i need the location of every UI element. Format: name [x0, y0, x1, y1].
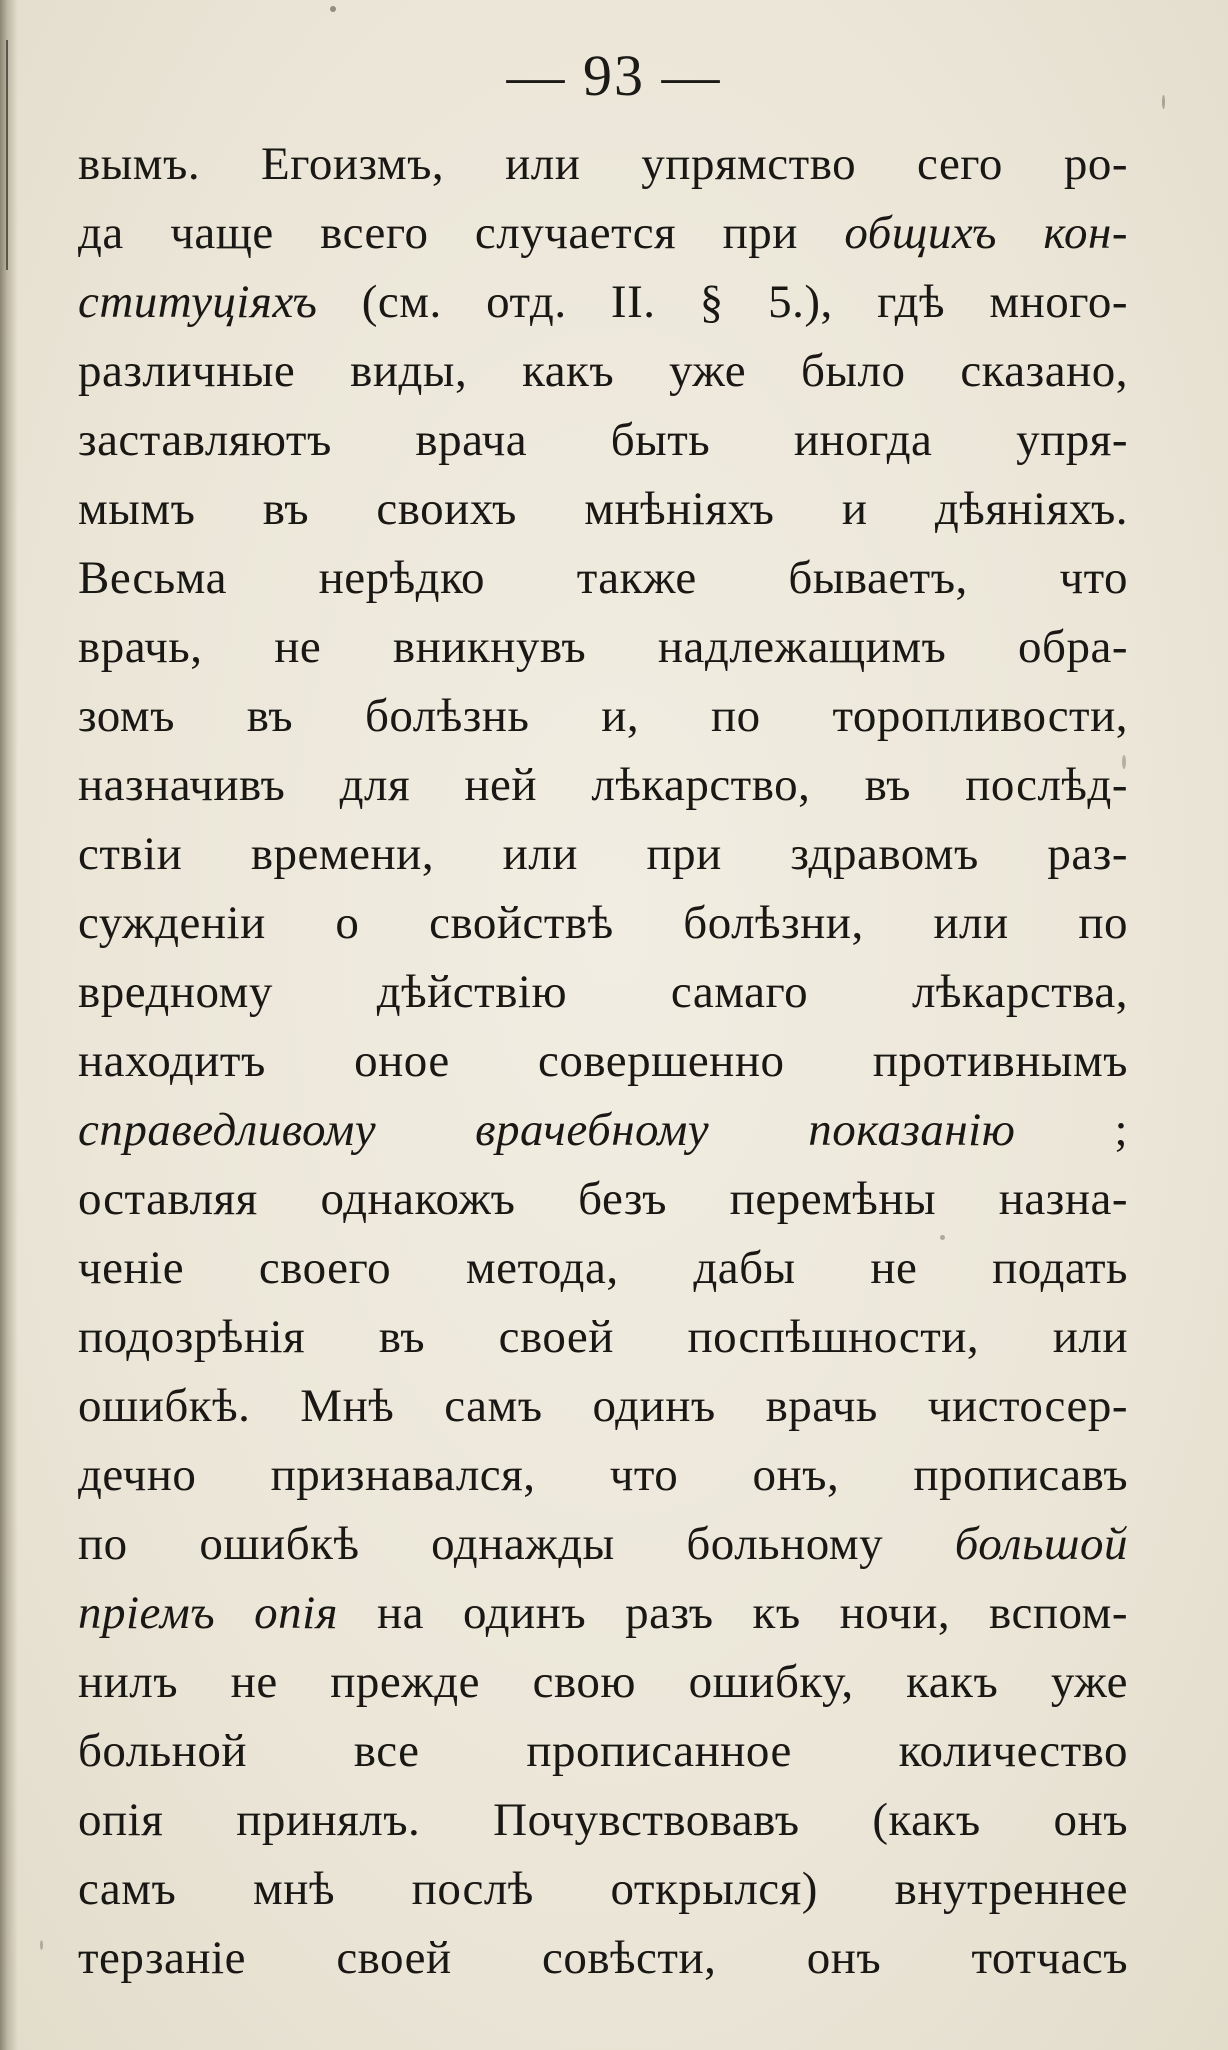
ink-speck	[330, 6, 336, 12]
text-line	[78, 1510, 1128, 1579]
text-run: терзаніе своей совѣсти, онъ тотчасъ	[78, 1932, 1128, 1984]
italic-text: большой	[954, 1518, 1128, 1570]
text-run: мымъ въ своихъ мнѣніяхъ и дѣяніяхъ.	[78, 483, 1128, 535]
text-line	[78, 1579, 1128, 1648]
text-run: подозрѣнія въ своей поспѣшности, или	[78, 1311, 1128, 1363]
text-line	[78, 1372, 1128, 1441]
text-line	[78, 1234, 1128, 1303]
italic-text: пріемъ опія	[78, 1587, 339, 1639]
italic-text: общихъ кон-	[844, 207, 1128, 259]
text-line	[78, 682, 1128, 751]
text-line	[78, 475, 1128, 544]
text-run: сужденіи о свойствѣ болѣзни, или по	[78, 897, 1128, 949]
text-line	[78, 544, 1128, 613]
binding-shadow	[0, 0, 18, 2050]
text-run: зомъ въ болѣзнь и, по торопливости,	[78, 690, 1128, 742]
text-line	[78, 1027, 1128, 1096]
text-line	[78, 820, 1128, 889]
text-line	[78, 1648, 1128, 1717]
text-run: опія принялъ. Почувствовавъ (какъ онъ	[78, 1794, 1128, 1846]
text-line	[78, 613, 1128, 682]
text-run: оставляя однакожъ безъ перемѣны назна-	[78, 1173, 1128, 1225]
text-run: назначивъ для ней лѣкарство, въ послѣд-	[78, 759, 1128, 811]
text-run: ствіи времени, или при здравомъ раз-	[78, 828, 1128, 880]
ink-speck	[40, 1940, 43, 1950]
text-run: по ошибкѣ однажды больному	[78, 1518, 955, 1570]
text-line	[78, 268, 1128, 337]
text-line	[78, 958, 1128, 1027]
page-number: — 93 —	[506, 43, 722, 108]
text-line	[78, 1717, 1128, 1786]
text-run: больной все прописанное количество	[78, 1725, 1128, 1777]
text-run: самъ мнѣ послѣ открылся) внутреннее	[78, 1863, 1128, 1915]
italic-text: ституціяхъ	[78, 276, 318, 328]
text-line	[78, 1855, 1128, 1924]
italic-text: справедливому врачебному показанію	[78, 1104, 1016, 1156]
text-run: ошибкѣ. Мнѣ самъ одинъ врачь чистосер-	[78, 1380, 1128, 1432]
body-text	[78, 130, 1128, 1993]
text-run: вымъ. Егоизмъ, или упрямство сего ро-	[78, 138, 1128, 190]
text-line	[78, 751, 1128, 820]
text-line	[78, 1303, 1128, 1372]
text-line	[78, 337, 1128, 406]
text-run: ;	[1015, 1104, 1128, 1156]
text-run: на одинъ разъ къ ночи, вспом-	[338, 1587, 1128, 1639]
text-run: Весьма нерѣдко также бываетъ, что	[78, 552, 1128, 604]
text-run: вредному дѣйствію самаго лѣкарства,	[78, 966, 1128, 1018]
text-line	[78, 1441, 1128, 1510]
text-run: заставляютъ врача быть иногда упря-	[78, 414, 1128, 466]
text-line	[78, 889, 1128, 958]
text-line	[78, 130, 1128, 199]
text-run: да чаще всего случается при	[78, 207, 845, 259]
text-run: находитъ оное совершенно противнымъ	[78, 1035, 1128, 1087]
text-line	[78, 406, 1128, 475]
text-run: дечно признавался, что онъ, прописавъ	[78, 1449, 1128, 1501]
text-run: ченіе своего метода, дабы не подать	[78, 1242, 1128, 1294]
text-run: (см. отд. II. § 5.), гдѣ много-	[317, 276, 1128, 328]
text-line	[78, 1096, 1128, 1165]
text-run: различные виды, какъ уже было сказано,	[78, 345, 1128, 397]
text-line	[78, 199, 1128, 268]
text-line	[78, 1924, 1128, 1993]
text-line	[78, 1786, 1128, 1855]
text-run: врачь, не вникнувъ надлежащимъ обра-	[78, 621, 1128, 673]
text-run: нилъ не прежде свою ошибку, какъ уже	[78, 1656, 1128, 1708]
text-line	[78, 1165, 1128, 1234]
